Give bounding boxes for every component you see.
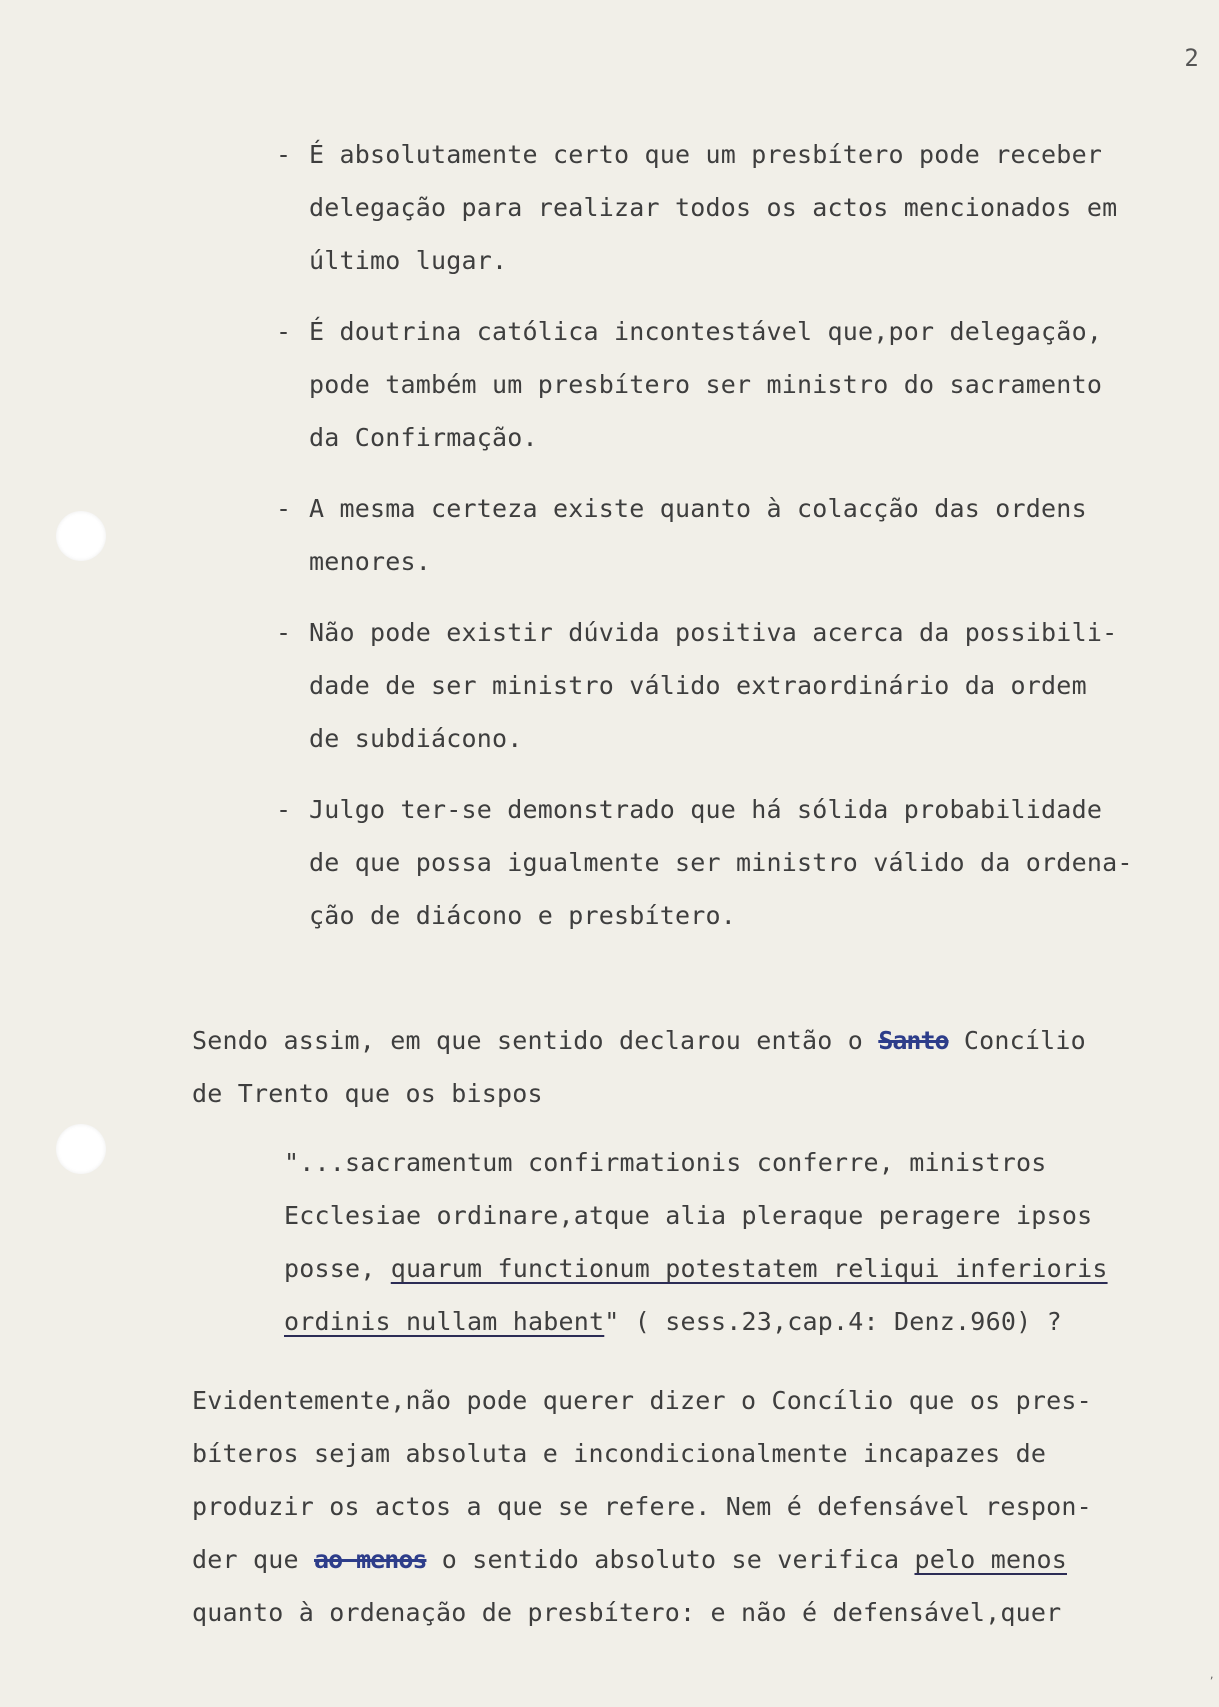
latin-quotation [284,1136,1144,1348]
text-line: Julgo ter-se demonstrado que há sólida probabilidade [309,795,1103,824]
text-line: dade de ser ministro válido extraordinário da ordem [309,671,1087,700]
text-line [192,1014,1142,1067]
struck-word: Santo [878,1026,949,1055]
text-line: da Confirmação. [309,423,538,452]
bullet-item [276,305,1156,464]
text-line: Evidentemente,não pode querer dizer o Concílio que os pres- [192,1386,1092,1415]
text-line [192,1533,1142,1586]
bullet-item [276,482,1156,588]
text-line: último lugar. [309,246,508,275]
bullet-item [276,606,1156,765]
text-run: " ( sess.23,cap.4: Denz.960) ? [604,1307,1062,1336]
text-line: Ecclesiae ordinare,atque alia pleraque peragere ipsos [284,1201,1093,1230]
text-line: "...sacramentum confirmationis conferre, ministros [284,1148,1047,1177]
punch-hole [56,511,106,561]
text-line: de Trento que os bispos [192,1079,543,1108]
page-number: 2 [1184,44,1199,72]
underlined-text: quarum functionum potestatem reliqui inferioris [390,1254,1108,1283]
bullet-dash: - [276,140,292,169]
underlined-text: pelo menos [914,1545,1067,1574]
text-line: pode também um presbítero ser ministro do sacramento [309,370,1103,399]
text-line [284,1242,1144,1295]
text-line: menores. [309,547,432,576]
text-line: de que possa igualmente ser ministro válido da ordena- [309,848,1133,877]
bullet-list [276,128,1156,960]
text-run: der que [192,1545,315,1574]
text-line: de subdiácono. [309,724,523,753]
bullet-dash: - [276,618,292,647]
text-line: ção de diácono e presbítero. [309,901,737,930]
text-line: bíteros sejam absoluta e incondicionalmente incapazes de [192,1439,1047,1468]
underlined-text: ordinis nullam habent [284,1307,605,1336]
text-line: É doutrina católica incontestável que,por delegação, [309,317,1103,346]
bullet-dash: - [276,317,292,346]
text-line: É absolutamente certo que um presbítero pode receber [309,140,1103,169]
text-run: Sendo assim, em que sentido declarou então o [192,1026,879,1055]
text-run: o sentido absoluto se verifica [426,1545,915,1574]
text-line: delegação para realizar todos os actos mencionados em [309,193,1118,222]
text-line: Não pode existir dúvida positiva acerca da possibili- [309,618,1118,647]
margin-mark: , [1208,1670,1215,1681]
bullet-item [276,128,1156,287]
paragraph [192,1374,1142,1639]
text-line: produzir os actos a que se refere. Nem é defensável respon- [192,1492,1092,1521]
paragraph [192,1014,1142,1120]
struck-word: ao menos [314,1545,427,1574]
text-run: Concílio [948,1026,1086,1055]
bullet-dash: - [276,494,292,523]
text-line [284,1295,1144,1348]
bullet-item [276,783,1156,942]
text-line: A mesma certeza existe quanto à colacção das ordens [309,494,1087,523]
text-run: posse, [284,1254,391,1283]
text-line: quanto à ordenação de presbítero: e não é defensável,quer [192,1598,1062,1627]
punch-hole [56,1124,106,1174]
bullet-dash: - [276,795,292,824]
